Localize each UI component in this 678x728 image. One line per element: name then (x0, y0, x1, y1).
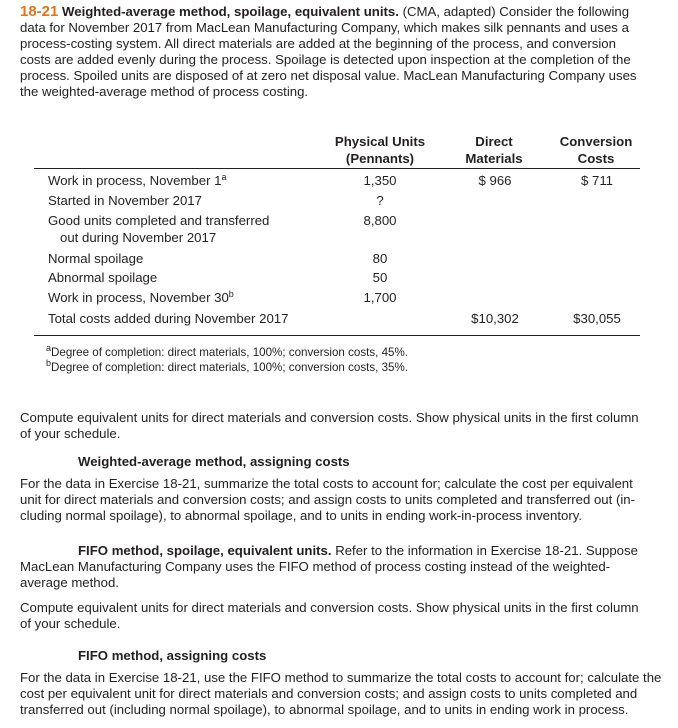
footnote-b: $^b$Degree of completion: direct materials, 100%; conversion costs, 35%. (46, 358, 409, 374)
question-2-heading: Weighted-average method, assigning costs (78, 454, 350, 469)
exercise-title: Weighted-average method, spoilage, equivalent units. (62, 4, 399, 19)
physical-units-cell: 50 (372, 270, 388, 285)
physical-units-cell: 1,700 (363, 290, 397, 305)
physical-units-cell: 8,800 (363, 213, 397, 228)
question-line: For the data in Exercise 18-21, use the FIFO method to summarize the total costs to account for; calculate the (20, 670, 662, 685)
table-row: Good units completed and transferred (48, 213, 270, 228)
question-3-follow (20, 600, 662, 632)
table-row: Started in November 2017 (48, 193, 202, 208)
intro-line: data for November 2017 from MacLean Manufacturing Company, which makes silk pennants and uses a (20, 20, 629, 35)
exercise-intro (20, 4, 662, 100)
direct-materials-cell: $ 966 (478, 173, 512, 188)
physical-units-cell: 80 (372, 251, 388, 266)
physical-units-cell: ? (376, 193, 384, 208)
table-row: Work in process, November 30$^b$ (48, 289, 234, 305)
footnote-mark: a (221, 172, 227, 182)
table-row: Normal spoilage (48, 251, 144, 266)
question-line: Refer to the information in Exercise 18-21. Suppose (335, 543, 638, 558)
question-3-heading: FIFO method, spoilage, equivalent units. (78, 543, 332, 558)
question-line: cost per equivalent unit for direct materials and conversion costs; and assign costs to units completed and (20, 686, 638, 701)
footnote-a: $^a$Degree of completion: direct materials, 100%; conversion costs, 45%. (46, 343, 409, 359)
intro-line: process. Spoiled units are disposed of at zero net disposal value. MacLean Manufacturing Company uses (20, 68, 637, 83)
conversion-costs-cell: $ 711 (580, 173, 614, 188)
intro-line: process-costing system. All direct materials are added at the beginning of the process, and conversion (20, 36, 616, 51)
exercise-number: 18-21 (20, 3, 59, 20)
question-2 (20, 476, 662, 524)
question-line: unit for direct materials and conversion costs; and assign costs to units completed and transferred out (in- (20, 492, 635, 507)
header-direct-materials: Direct Materials (465, 134, 523, 166)
question-line: MacLean Manufacturing Company uses the FIFO method of process costing instead of the weighted- (20, 559, 611, 574)
header-physical-units: Physical Units (Pennants) (334, 134, 426, 166)
question-1 (20, 410, 662, 442)
table-row: Abnormal spoilage (48, 270, 158, 285)
question-line: For the data in Exercise 18-21, summarize the total costs to account for; calculate the cost per equivalent (20, 476, 633, 491)
header-rule (34, 168, 640, 169)
intro-line: (CMA, adapted) Consider the following (402, 4, 630, 19)
conversion-costs-cell: $30,055 (573, 311, 621, 326)
question-line: transferred out (including normal spoilage), to abnormal spoilage, and to units in ending work in process. (20, 702, 629, 717)
table-row: Work in process, November 1$^a$ (48, 172, 227, 188)
question-line: of your schedule. (20, 426, 121, 441)
question-line: Compute equivalent units for direct materials and conversion costs. Show physical units in the first column (20, 600, 639, 615)
question-4 (20, 670, 662, 718)
intro-line: costs are added evenly during the process. Spoilage is detected upon inspection at the completion of the (20, 52, 631, 67)
question-line: of your schedule. (20, 616, 121, 631)
question-line: average method. (20, 575, 119, 590)
table-row-continuation: out during November 2017 (60, 230, 217, 245)
question-line: Compute equivalent units for direct materials and conversion costs. Show physical units in the first column (20, 410, 639, 425)
question-line: cluding normal spoilage), to abnormal spoilage, and to units in ending work-in-process inventory. (20, 508, 582, 523)
direct-materials-cell: $10,302 (471, 311, 519, 326)
question-4-heading: FIFO method, assigning costs (78, 648, 267, 663)
intro-line: the weighted-average method of process costing. (20, 84, 309, 99)
header-conversion-costs: Conversion Costs (559, 134, 633, 166)
physical-units-cell: 1,350 (363, 173, 397, 188)
question-3 (20, 543, 662, 591)
table-bottom-rule (34, 335, 640, 336)
footnote-mark: b (228, 289, 234, 299)
table-row: Total costs added during November 2017 (48, 311, 289, 326)
